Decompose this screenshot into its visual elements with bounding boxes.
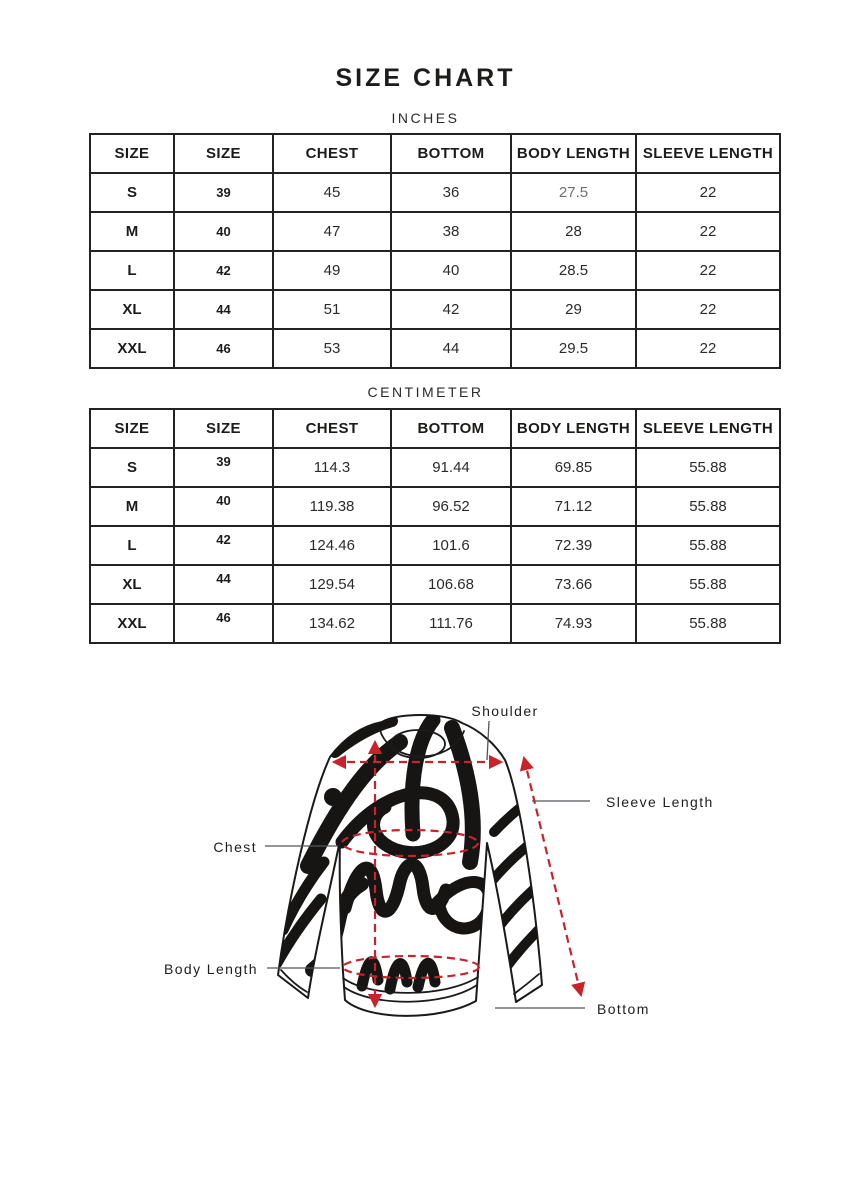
column-header: SIZE [174, 134, 273, 173]
table-cell: 36 [391, 173, 511, 212]
table-cell: 71.12 [511, 487, 636, 526]
table-cell: 49 [273, 251, 391, 290]
table-cell: 29.5 [511, 329, 636, 368]
column-header: SIZE [90, 409, 174, 448]
column-header: SIZE [174, 409, 273, 448]
table-cell: M [90, 212, 174, 251]
table-cell: 53 [273, 329, 391, 368]
table-cell: 55.88 [636, 526, 780, 565]
column-header: SLEEVE LENGTH [636, 409, 780, 448]
table-cell: 42 [174, 251, 273, 290]
table-cell: 29 [511, 290, 636, 329]
inches-unit-label: INCHES [391, 110, 460, 126]
table-row [90, 329, 780, 368]
column-header: SLEEVE LENGTH [636, 134, 780, 173]
table-cell: 119.38 [273, 487, 391, 526]
table-cell: 69.85 [511, 448, 636, 487]
table-cell: 44 [174, 565, 273, 604]
shoulder-label: Shoulder [471, 703, 539, 719]
table-cell: 22 [636, 173, 780, 212]
table-cell: 55.88 [636, 487, 780, 526]
table-row [90, 173, 780, 212]
table-cell: 22 [636, 290, 780, 329]
table-cell: 22 [636, 329, 780, 368]
table-cell: 44 [174, 290, 273, 329]
column-header: SIZE [90, 134, 174, 173]
table-cell: 40 [174, 487, 273, 526]
table-cell: XXL [90, 604, 174, 643]
table-row [90, 565, 780, 604]
table-cell: 39 [174, 173, 273, 212]
table-cell: 42 [174, 526, 273, 565]
body-length-label: Body Length [163, 961, 258, 977]
table-cell: 134.62 [273, 604, 391, 643]
table-cell: 124.46 [273, 526, 391, 565]
table-cell: 51 [273, 290, 391, 329]
table-cell: 40 [391, 251, 511, 290]
table-cell: 44 [391, 329, 511, 368]
table-cell: 74.93 [511, 604, 636, 643]
table-cell: 28 [511, 212, 636, 251]
table-cell: 114.3 [273, 448, 391, 487]
table-row [90, 251, 780, 290]
column-header: CHEST [273, 134, 391, 173]
page-title: SIZE CHART [335, 64, 516, 92]
table-header-row [90, 134, 780, 173]
table-cell: 55.88 [636, 604, 780, 643]
table-cell: 22 [636, 251, 780, 290]
table-cell: S [90, 448, 174, 487]
table-cell: 46 [174, 604, 273, 643]
sweater-measurement-diagram [0, 690, 851, 1080]
table-cell: 55.88 [636, 448, 780, 487]
table-row [90, 448, 780, 487]
table-cell: 55.88 [636, 565, 780, 604]
table-cell: S [90, 173, 174, 212]
table-cell: 129.54 [273, 565, 391, 604]
table-cell: 22 [636, 212, 780, 251]
inches-size-table [89, 133, 781, 369]
table-cell: 27.5 [511, 173, 636, 212]
table-cell: XL [90, 565, 174, 604]
table-row [90, 487, 780, 526]
column-header: BODY LENGTH [511, 409, 636, 448]
centimeter-size-table [89, 408, 781, 644]
table-cell: 45 [273, 173, 391, 212]
table-cell: 47 [273, 212, 391, 251]
table-cell: 38 [391, 212, 511, 251]
table-row [90, 604, 780, 643]
column-header: BODY LENGTH [511, 134, 636, 173]
table-cell: 39 [174, 448, 273, 487]
table-row [90, 290, 780, 329]
table-cell: 73.66 [511, 565, 636, 604]
column-header: BOTTOM [391, 134, 511, 173]
table-cell: L [90, 526, 174, 565]
column-header: CHEST [273, 409, 391, 448]
table-cell: XXL [90, 329, 174, 368]
table-cell: 40 [174, 212, 273, 251]
table-row [90, 526, 780, 565]
table-cell: 28.5 [511, 251, 636, 290]
table-cell: 91.44 [391, 448, 511, 487]
bottom-label: Bottom [597, 1001, 650, 1017]
table-cell: 106.68 [391, 565, 511, 604]
table-header-row [90, 409, 780, 448]
table-cell: 96.52 [391, 487, 511, 526]
chest-label: Chest [213, 839, 257, 855]
table-cell: 111.76 [391, 604, 511, 643]
centimeter-unit-label: CENTIMETER [367, 384, 484, 400]
table-cell: 46 [174, 329, 273, 368]
table-row [90, 212, 780, 251]
sleeve-length-label: Sleeve Length [606, 794, 714, 810]
table-cell: L [90, 251, 174, 290]
table-cell: 42 [391, 290, 511, 329]
table-cell: 72.39 [511, 526, 636, 565]
table-cell: M [90, 487, 174, 526]
table-cell: XL [90, 290, 174, 329]
table-cell: 101.6 [391, 526, 511, 565]
column-header: BOTTOM [391, 409, 511, 448]
